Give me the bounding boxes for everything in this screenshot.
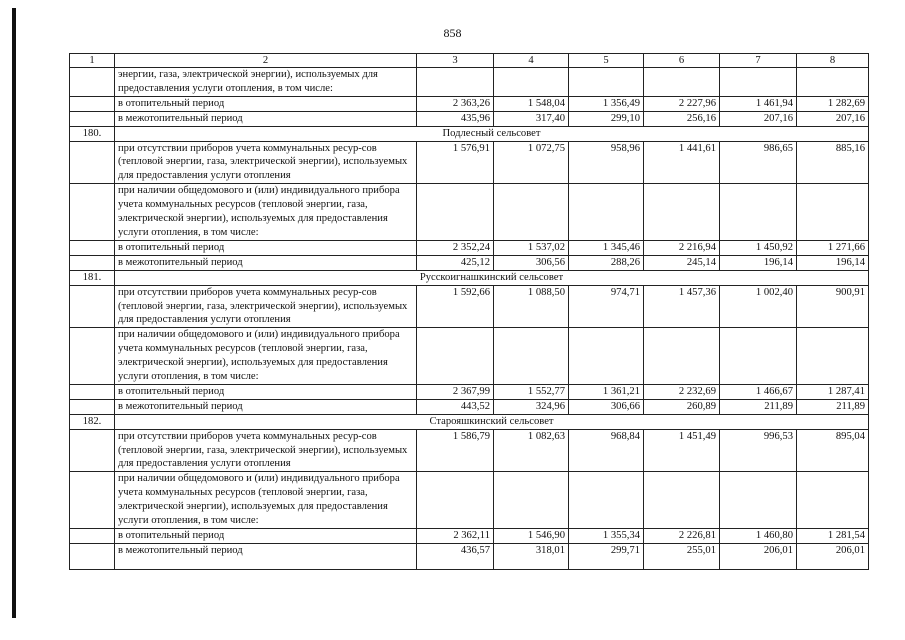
section-title: Старояшкинский сельсовет <box>115 414 869 429</box>
tariff-table <box>69 53 869 570</box>
empty-cell <box>644 472 720 529</box>
row-label: в отопительный период <box>115 96 417 111</box>
empty-cell <box>644 184 720 241</box>
section-row <box>70 126 869 141</box>
value-cell: 306,66 <box>569 399 644 414</box>
empty-cell <box>569 184 644 241</box>
value-cell: 324,96 <box>494 399 569 414</box>
row-number <box>70 529 115 544</box>
row-number <box>70 285 115 328</box>
column-number: 1 <box>70 54 115 68</box>
value-cell: 1 576,91 <box>417 141 494 184</box>
table-row <box>70 429 869 472</box>
value-cell: 895,04 <box>797 429 869 472</box>
table-row <box>70 285 869 328</box>
row-number <box>70 399 115 414</box>
row-label: при наличии общедомового и (или) индивидуального прибора учета коммунальных ресурсов (тепловой энергии, газа, электрической энергии), используемых для предоставления услуги отопления, в том числе: <box>115 472 417 529</box>
value-cell: 255,01 <box>644 543 720 569</box>
value-cell: 299,71 <box>569 543 644 569</box>
table-body <box>70 54 869 570</box>
row-label: в отопительный период <box>115 240 417 255</box>
row-label: при наличии общедомового и (или) индивидуального прибора учета коммунальных ресурсов (тепловой энергии, газа, электрической энергии), используемых для предоставления услуги отопления, в том числе: <box>115 184 417 241</box>
value-cell: 317,40 <box>494 111 569 126</box>
row-number <box>70 543 115 569</box>
empty-cell <box>569 472 644 529</box>
row-label: при отсутствии приборов учета коммунальных ресур-сов (тепловой энергии, газа, электрической энергии), используемых для предоставления услуги отопления <box>115 141 417 184</box>
value-cell: 245,14 <box>644 255 720 270</box>
value-cell: 1 450,92 <box>720 240 797 255</box>
row-number <box>70 472 115 529</box>
value-cell: 1 457,36 <box>644 285 720 328</box>
value-cell: 986,65 <box>720 141 797 184</box>
value-cell: 1 461,94 <box>720 96 797 111</box>
value-cell: 1 271,66 <box>797 240 869 255</box>
section-title: Русскоигнашкинский сельсовет <box>115 270 869 285</box>
value-cell: 1 281,54 <box>797 529 869 544</box>
table-row <box>70 111 869 126</box>
empty-cell <box>797 472 869 529</box>
column-number: 6 <box>644 54 720 68</box>
row-number <box>70 111 115 126</box>
description-row <box>70 68 869 97</box>
value-cell: 958,96 <box>569 141 644 184</box>
row-number <box>70 68 115 97</box>
value-cell: 2 367,99 <box>417 384 494 399</box>
empty-cell <box>797 328 869 385</box>
empty-cell <box>569 328 644 385</box>
value-cell: 1 355,34 <box>569 529 644 544</box>
empty-cell <box>494 184 569 241</box>
value-cell: 1 082,63 <box>494 429 569 472</box>
row-number <box>70 141 115 184</box>
empty-cell <box>644 328 720 385</box>
value-cell: 436,57 <box>417 543 494 569</box>
value-cell: 2 226,81 <box>644 529 720 544</box>
row-number <box>70 96 115 111</box>
value-cell: 996,53 <box>720 429 797 472</box>
value-cell: 1 460,80 <box>720 529 797 544</box>
column-number: 3 <box>417 54 494 68</box>
value-cell: 1 072,75 <box>494 141 569 184</box>
table-row <box>70 384 869 399</box>
row-number: 181. <box>70 270 115 285</box>
value-cell: 1 287,41 <box>797 384 869 399</box>
column-number: 5 <box>569 54 644 68</box>
value-cell: 974,71 <box>569 285 644 328</box>
value-cell: 211,89 <box>720 399 797 414</box>
empty-cell <box>720 184 797 241</box>
section-row <box>70 270 869 285</box>
table-row <box>70 543 869 569</box>
table-row <box>70 141 869 184</box>
value-cell: 206,01 <box>797 543 869 569</box>
value-cell: 1 088,50 <box>494 285 569 328</box>
value-cell: 288,26 <box>569 255 644 270</box>
table-row <box>70 529 869 544</box>
value-cell: 443,52 <box>417 399 494 414</box>
value-cell: 2 227,96 <box>644 96 720 111</box>
table-row <box>70 399 869 414</box>
row-label: при отсутствии приборов учета коммунальных ресур-сов (тепловой энергии, газа, электрической энергии), используемых для предоставления услуги отопления <box>115 429 417 472</box>
row-label: при наличии общедомового и (или) индивидуального прибора учета коммунальных ресурсов (тепловой энергии, газа, электрической энергии), используемых для предоставления услуги отопления, в том числе: <box>115 328 417 385</box>
value-cell: 1 552,77 <box>494 384 569 399</box>
row-number <box>70 328 115 385</box>
value-cell: 2 363,26 <box>417 96 494 111</box>
row-label: в отопительный период <box>115 384 417 399</box>
row-number <box>70 384 115 399</box>
row-number: 180. <box>70 126 115 141</box>
value-cell: 968,84 <box>569 429 644 472</box>
value-cell: 1 356,49 <box>569 96 644 111</box>
value-cell: 207,16 <box>720 111 797 126</box>
value-cell: 885,16 <box>797 141 869 184</box>
row-number <box>70 429 115 472</box>
value-cell: 1 592,66 <box>417 285 494 328</box>
value-cell: 256,16 <box>644 111 720 126</box>
empty-cell <box>417 184 494 241</box>
empty-cell <box>494 68 569 97</box>
value-cell: 1 451,49 <box>644 429 720 472</box>
empty-cell <box>417 472 494 529</box>
value-cell: 435,96 <box>417 111 494 126</box>
empty-cell <box>797 184 869 241</box>
value-cell: 900,91 <box>797 285 869 328</box>
empty-cell <box>720 472 797 529</box>
column-number: 8 <box>797 54 869 68</box>
value-cell: 260,89 <box>644 399 720 414</box>
column-number: 2 <box>115 54 417 68</box>
value-cell: 2 352,24 <box>417 240 494 255</box>
section-title: Подлесный сельсовет <box>115 126 869 141</box>
value-cell: 1 345,46 <box>569 240 644 255</box>
value-cell: 2 232,69 <box>644 384 720 399</box>
value-cell: 1 282,69 <box>797 96 869 111</box>
value-cell: 196,14 <box>797 255 869 270</box>
description-row <box>70 184 869 241</box>
value-cell: 306,56 <box>494 255 569 270</box>
column-number-row <box>70 54 869 68</box>
row-label: в отопительный период <box>115 529 417 544</box>
value-cell: 1 548,04 <box>494 96 569 111</box>
value-cell: 318,01 <box>494 543 569 569</box>
empty-cell <box>644 68 720 97</box>
scan-margin-bar <box>12 8 16 618</box>
empty-cell <box>797 68 869 97</box>
column-number: 7 <box>720 54 797 68</box>
row-number: 182. <box>70 414 115 429</box>
row-label: энергии, газа, электрической энергии), используемых для предоставления услуги отопления, в том числе: <box>115 68 417 97</box>
value-cell: 1 361,21 <box>569 384 644 399</box>
empty-cell <box>417 68 494 97</box>
description-row <box>70 328 869 385</box>
column-number: 4 <box>494 54 569 68</box>
value-cell: 425,12 <box>417 255 494 270</box>
value-cell: 1 537,02 <box>494 240 569 255</box>
table-row <box>70 255 869 270</box>
table-row <box>70 240 869 255</box>
row-label: в межотопительный период <box>115 399 417 414</box>
row-label: при отсутствии приборов учета коммунальных ресур-сов (тепловой энергии, газа, электрической энергии), используемых для предоставления услуги отопления <box>115 285 417 328</box>
row-label: в межотопительный период <box>115 111 417 126</box>
empty-cell <box>417 328 494 385</box>
value-cell: 1 441,61 <box>644 141 720 184</box>
value-cell: 299,10 <box>569 111 644 126</box>
row-number <box>70 240 115 255</box>
value-cell: 1 466,67 <box>720 384 797 399</box>
value-cell: 2 216,94 <box>644 240 720 255</box>
value-cell: 196,14 <box>720 255 797 270</box>
empty-cell <box>720 68 797 97</box>
value-cell: 207,16 <box>797 111 869 126</box>
row-number <box>70 255 115 270</box>
description-row <box>70 472 869 529</box>
value-cell: 2 362,11 <box>417 529 494 544</box>
row-label: в межотопительный период <box>115 255 417 270</box>
empty-cell <box>720 328 797 385</box>
row-label: в межотопительный период <box>115 543 417 569</box>
value-cell: 1 546,90 <box>494 529 569 544</box>
page-number: 858 <box>443 26 462 40</box>
value-cell: 1 002,40 <box>720 285 797 328</box>
empty-cell <box>569 68 644 97</box>
value-cell: 206,01 <box>720 543 797 569</box>
section-row <box>70 414 869 429</box>
value-cell: 211,89 <box>797 399 869 414</box>
row-number <box>70 184 115 241</box>
table-row <box>70 96 869 111</box>
empty-cell <box>494 328 569 385</box>
empty-cell <box>494 472 569 529</box>
value-cell: 1 586,79 <box>417 429 494 472</box>
